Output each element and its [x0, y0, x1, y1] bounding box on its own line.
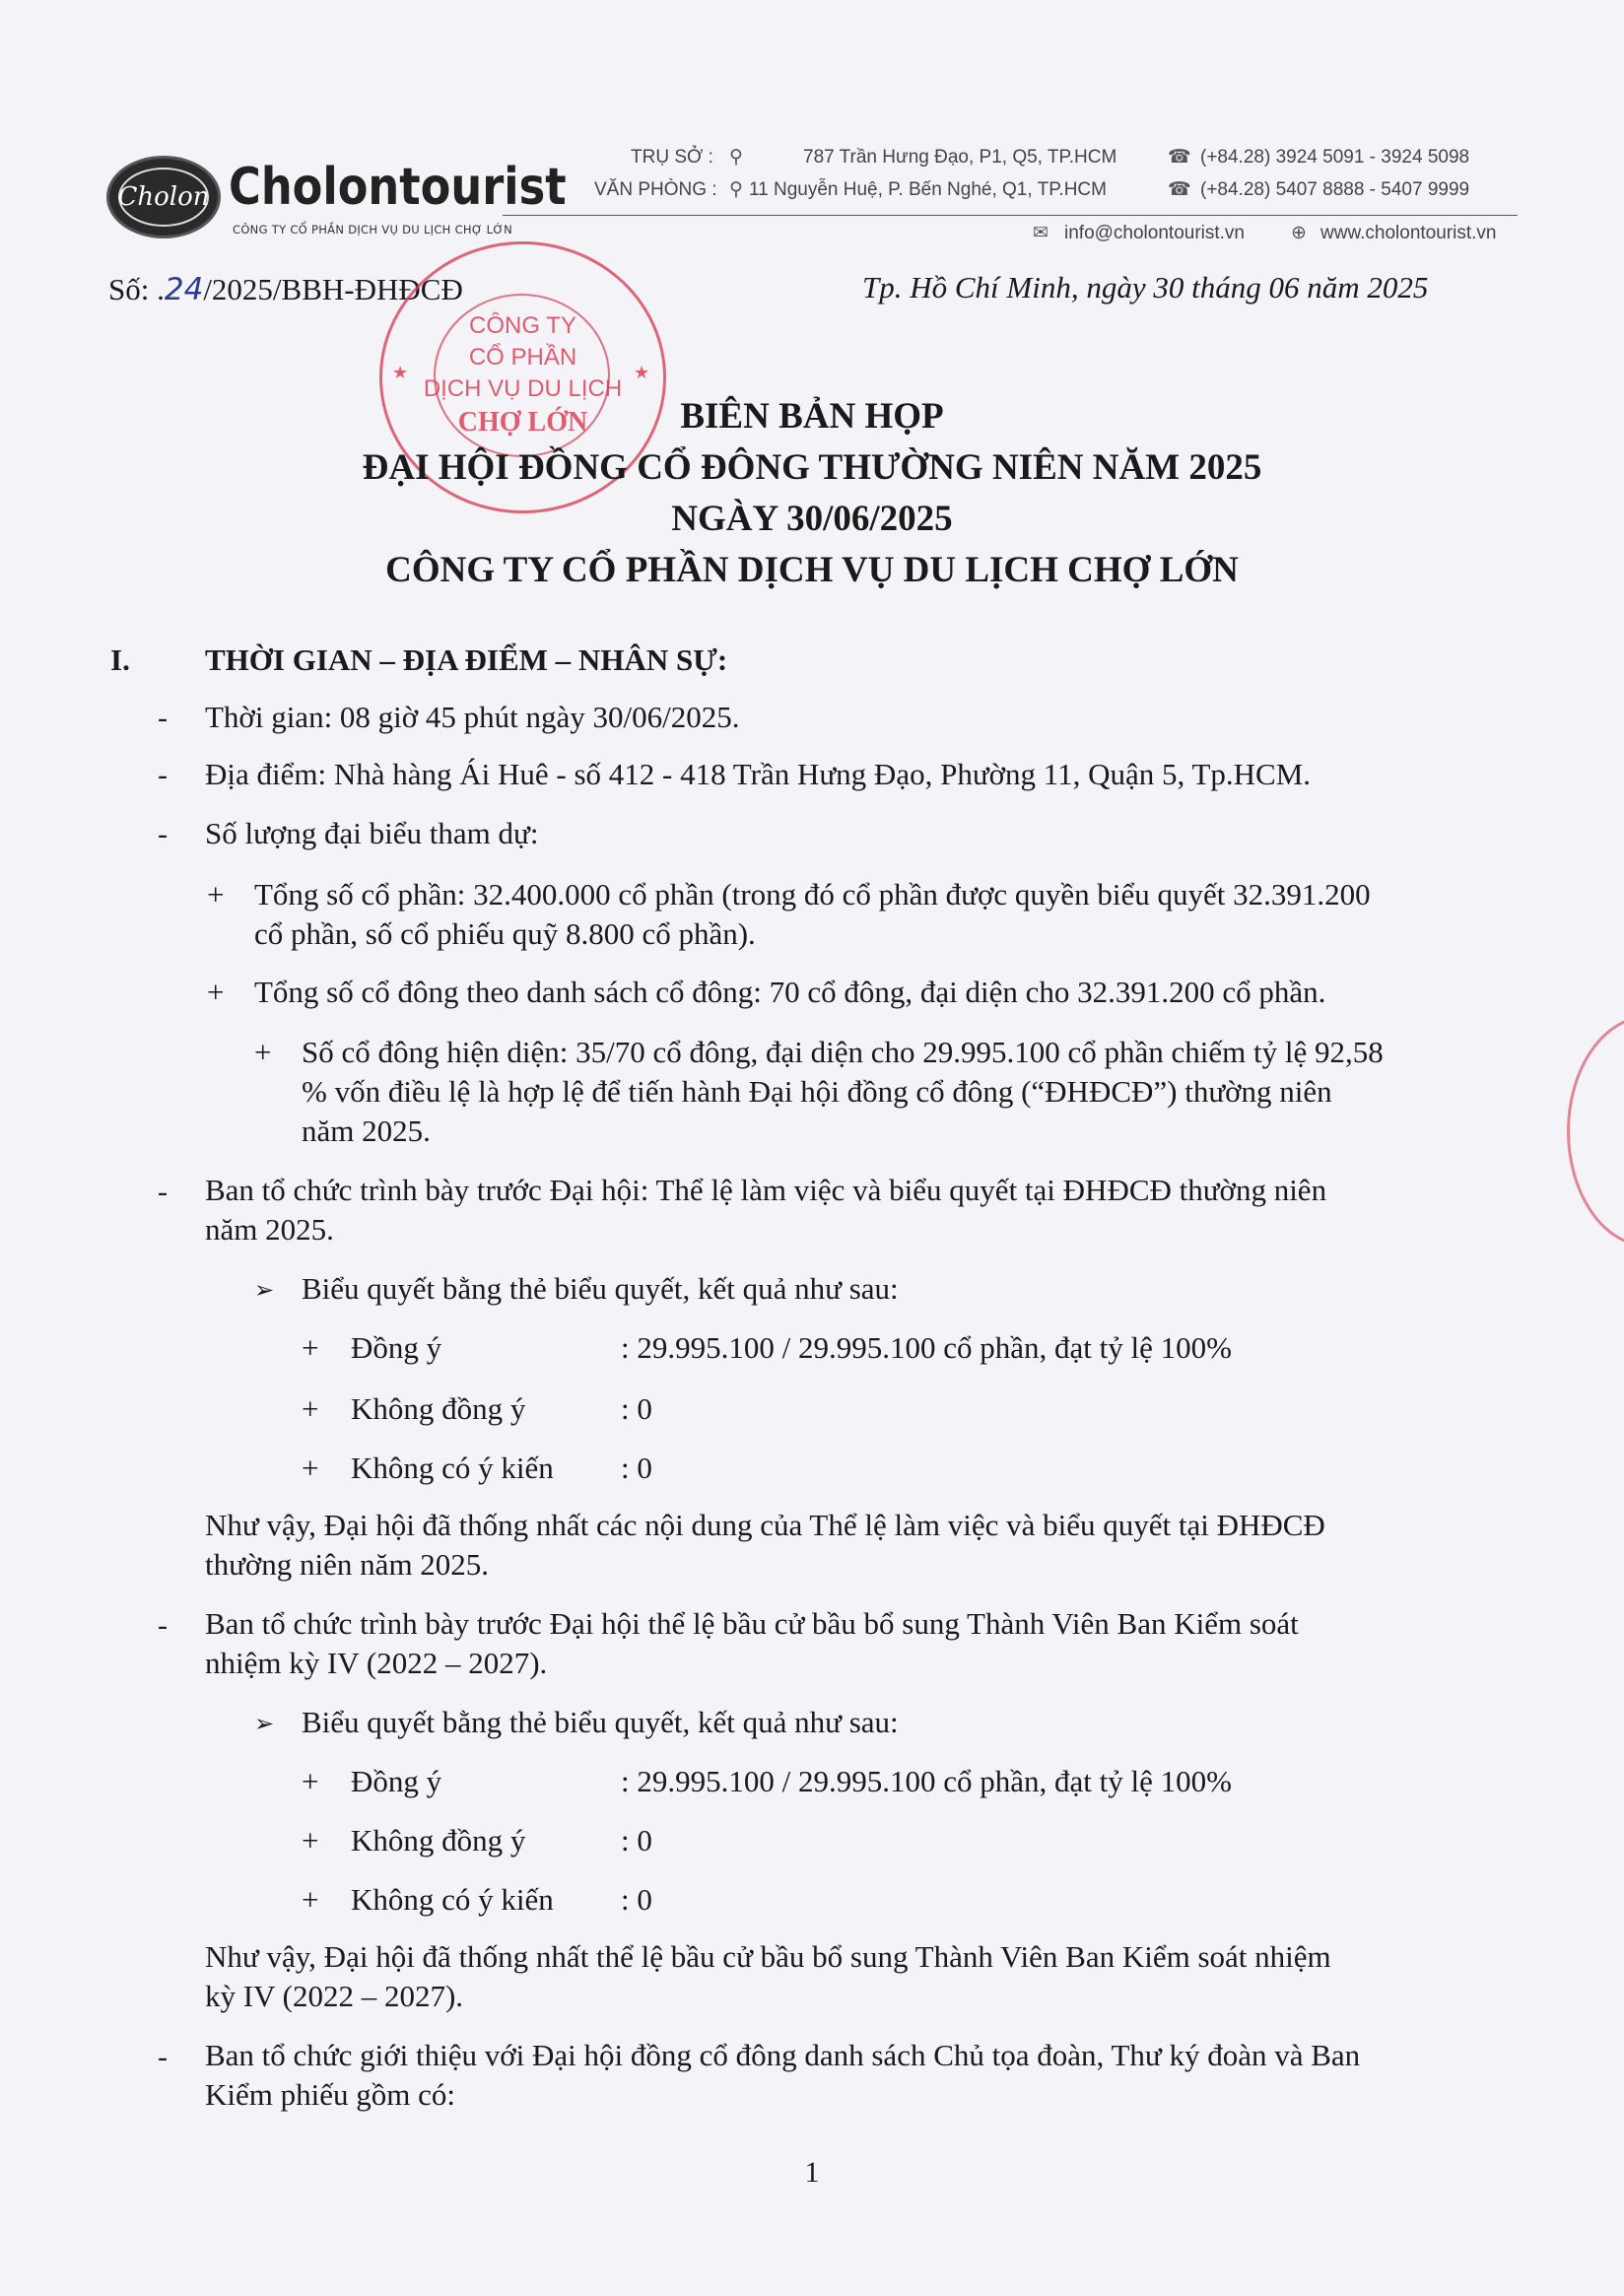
plus-bullet: + [302, 1764, 319, 1798]
seal-line-4: CHỢ LỚN [457, 407, 588, 438]
seal-line-2: CỔ PHẦN [468, 344, 577, 371]
attendance-line: Số lượng đại biểu tham dự: [205, 816, 539, 850]
vote1-agree-label: Đồng ý [351, 1330, 442, 1365]
dash-bullet: - [158, 1176, 168, 1208]
company-logo [106, 156, 221, 238]
seal-star-right: ★ [634, 363, 650, 382]
present-line-1: Số cổ đông hiện diện: 35/70 cổ đông, đại diện cho 29.995.100 cổ phần chiếm tỷ lệ 92,58 [302, 1035, 1384, 1069]
vote2-noopinion-value: : 0 [621, 1882, 652, 1917]
email-icon: ✉ [1033, 223, 1049, 243]
vote1-noopinion-label: Không có ý kiến [351, 1451, 554, 1485]
holders-line: Tổng số cổ đông theo danh sách cổ đông: 70 cổ đông, đại diện cho 32.391.200 cổ phần. [254, 975, 1326, 1009]
place-date: Tp. Hồ Chí Minh, ngày 30 tháng 06 năm 2025 [862, 270, 1429, 304]
office2-phone: (+84.28) 5407 8888 - 5407 9999 [1200, 179, 1470, 200]
conclusion2-line-2: kỳ IV (2022 – 2027). [205, 1979, 464, 2013]
plus-bullet: + [254, 1035, 272, 1069]
plus-bullet: + [302, 1391, 319, 1426]
vote2-disagree-value: : 0 [621, 1823, 652, 1857]
header-website: www.cholontourist.vn [1320, 223, 1497, 243]
globe-icon: ⊕ [1291, 223, 1307, 243]
shares-line-1: Tổng số cổ phần: 32.400.000 cổ phần (trong đó cổ phần được quyền biểu quyết 32.391.200 [254, 877, 1371, 912]
title-line-1: BIÊN BẢN HỌP [680, 396, 944, 437]
vote2-disagree-label: Không đồng ý [351, 1823, 526, 1857]
number-suffix: /2025/BBH-ĐHĐCĐ [203, 272, 463, 306]
location-pin-icon: ⚲ [729, 147, 743, 168]
office1-label: TRỤ SỞ : [631, 147, 713, 168]
present-line-2: % vốn điều lệ là hợp lệ để tiến hành Đại hội đồng cổ đông (“ĐHĐCĐ”) thường niên [302, 1074, 1332, 1109]
header-email: info@cholontourist.vn [1064, 223, 1245, 243]
title-line-4: CÔNG TY CỔ PHẦN DỊCH VỤ DU LỊCH CHỢ LỚN [385, 550, 1239, 590]
rules-line-2: năm 2025. [205, 1212, 334, 1247]
rules-line-1: Ban tổ chức trình bày trước Đại hội: Thể lệ làm việc và biểu quyết tại ĐHĐCĐ thường niên [205, 1173, 1327, 1207]
header-divider [503, 215, 1518, 216]
plus-bullet: + [302, 1330, 319, 1365]
seal-line-1: CÔNG TY [469, 312, 576, 339]
title-line-3: NGÀY 30/06/2025 [671, 499, 953, 539]
logo-mark: Cholon [118, 168, 209, 227]
location-pin-icon: ⚲ [729, 179, 743, 200]
dash-bullet: - [158, 759, 168, 791]
election-line-1: Ban tổ chức trình bày trước Đại hội thể lệ bầu cử bầu bổ sung Thành Viên Ban Kiểm soát [205, 1606, 1299, 1641]
conclusion1-line-2: thường niên năm 2025. [205, 1547, 490, 1582]
plus-bullet: + [207, 975, 225, 1009]
arrow-bullet: ➢ [254, 1712, 275, 1737]
conclusion2-line-1: Như vậy, Đại hội đã thống nhất thể lệ bầu cử bầu bổ sung Thành Viên Ban Kiểm soát nhiệm [205, 1939, 1331, 1974]
plus-bullet: + [302, 1882, 319, 1917]
vote1-disagree-value: : 0 [621, 1391, 652, 1426]
dash-bullet: - [158, 2041, 168, 2073]
office2-label: VĂN PHÒNG : [594, 179, 717, 200]
section-heading: THỜI GIAN – ĐỊA ĐIỂM – NHÂN SỰ: [205, 642, 728, 677]
vote1-noopinion-value: : 0 [621, 1451, 652, 1485]
plus-bullet: + [302, 1451, 319, 1485]
arrow-bullet: ➢ [254, 1278, 275, 1304]
vote2-noopinion-label: Không có ý kiến [351, 1882, 554, 1917]
conclusion1-line-1: Như vậy, Đại hội đã thống nhất các nội dung của Thể lệ làm việc và biểu quyết tại ĐHĐCĐ [205, 1508, 1325, 1542]
office2-address: 11 Nguyễn Huệ, P. Bến Nghé, Q1, TP.HCM [749, 179, 1107, 200]
phone-icon: ☎ [1168, 179, 1191, 200]
office1-address: 787 Trần Hưng Đạo, P1, Q5, TP.HCM [803, 147, 1117, 168]
vote1-disagree-label: Không đồng ý [351, 1391, 526, 1426]
vote2-agree-label: Đồng ý [351, 1764, 442, 1798]
vote1-agree-value: : 29.995.100 / 29.995.100 cổ phần, đạt tỷ lệ 100% [621, 1330, 1232, 1365]
present-line-3: năm 2025. [302, 1114, 431, 1148]
plus-bullet: + [207, 877, 225, 912]
seal-line-3: DỊCH VỤ DU LỊCH [423, 375, 623, 402]
title-line-2: ĐẠI HỘI ĐỒNG CỔ ĐÔNG THƯỜNG NIÊN NĂM 2025 [362, 447, 1262, 488]
number-prefix: Số: . [108, 272, 165, 306]
brand-subtitle: CÔNG TY CỔ PHẦN DỊCH VỤ DU LỊCH CHỢ LỚN [233, 223, 513, 236]
shares-line-2: cổ phần, số cổ phiếu quỹ 8.800 cổ phần). [254, 916, 756, 951]
seal-star-left: ★ [392, 363, 409, 382]
office1-phone: (+84.28) 3924 5091 - 3924 5098 [1200, 147, 1470, 168]
presidium-line-1: Ban tổ chức giới thiệu với Đại hội đồng cổ đông danh sách Chủ tọa đoàn, Thư ký đoàn và Ban [205, 2038, 1361, 2072]
brand-name: Cholontourist [229, 158, 567, 217]
number-handwritten: 24 [164, 272, 204, 307]
dash-bullet: - [158, 1609, 168, 1642]
vote2-agree-value: : 29.995.100 / 29.995.100 cổ phần, đạt tỷ lệ 100% [621, 1764, 1232, 1798]
vote2-intro: Biểu quyết bằng thẻ biểu quyết, kết quả như sau: [302, 1705, 899, 1739]
venue-line: Địa điểm: Nhà hàng Ái Huê - số 412 - 418 Trần Hưng Đạo, Phường 11, Quận 5, Tp.HCM. [205, 757, 1312, 791]
election-line-2: nhiệm kỳ IV (2022 – 2027). [205, 1646, 548, 1680]
presidium-line-2: Kiểm phiếu gồm có: [205, 2077, 455, 2112]
section-number: I. [110, 642, 130, 677]
vote1-intro: Biểu quyết bằng thẻ biểu quyết, kết quả như sau: [302, 1271, 899, 1306]
page-number: 1 [804, 2156, 820, 2189]
dash-bullet: - [158, 818, 168, 850]
plus-bullet: + [302, 1823, 319, 1857]
dash-bullet: - [158, 702, 168, 734]
phone-icon: ☎ [1168, 147, 1191, 168]
partial-seal [1567, 1015, 1624, 1248]
time-line: Thời gian: 08 giờ 45 phút ngày 30/06/2025. [205, 700, 740, 734]
